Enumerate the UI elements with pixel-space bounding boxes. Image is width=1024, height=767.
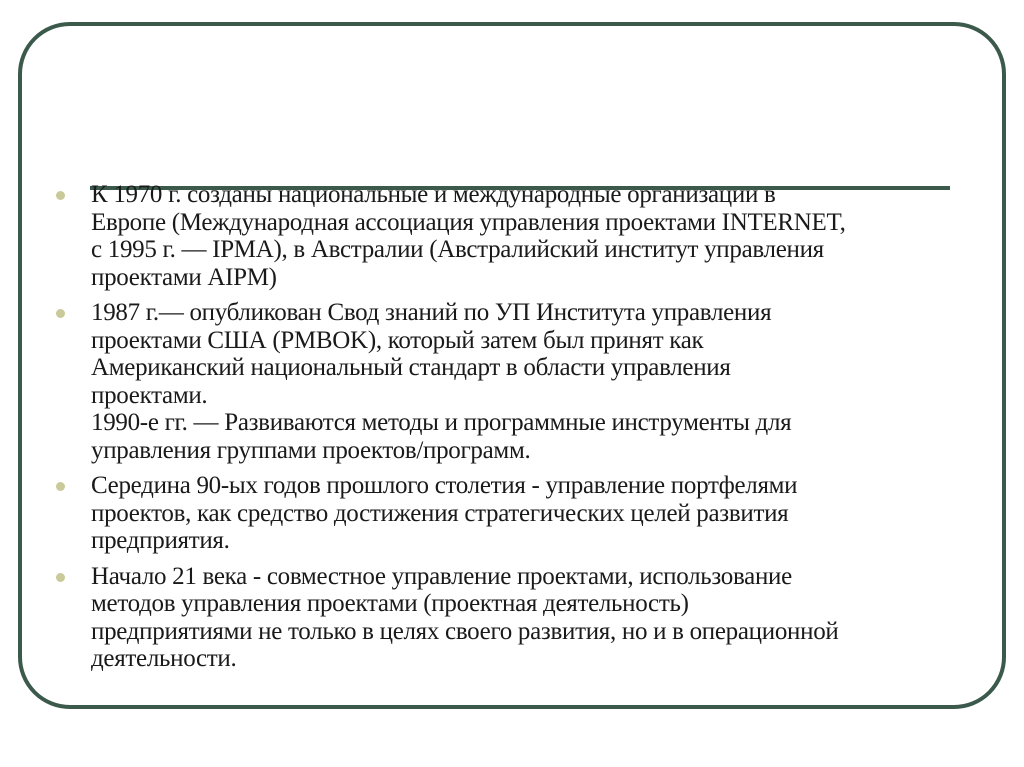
list-item	[56, 563, 976, 673]
bullet-text: 1987 г.— опубликован Свод знаний по УП Института управления проектами США (PMBOK), который затем был принят как Американский национальный стандарт в области управления проектами. 1990-е гг. — Развиваются методы и программные инструменты для управления группами проектов/программ.	[91, 299, 792, 464]
bullet-dot-icon	[56, 482, 65, 491]
list-item	[56, 299, 976, 464]
bullet-dot-icon	[56, 573, 65, 582]
bullet-text: Середина 90-ых годов прошлого столетия - управление портфелями проектов, как средство достижения стратегических целей развития предприятия.	[91, 472, 798, 554]
bullet-dot-icon	[56, 191, 65, 200]
bullet-text: Начало 21 века - совместное управление проектами, использование методов управления проектами (проектная деятельность) предприятиями не только в целях своего развития, но и в операционной деятельности.	[91, 562, 839, 672]
list-item	[56, 472, 976, 555]
bullet-text: К 1970 г. созданы национальные и международные организации в Европе (Международная ассоциация управления проектами INTERNET, с 1995 г. — IPMA), в Австралии (Австралийский институт управления проектами AIPM)	[91, 181, 846, 291]
list-item	[56, 181, 976, 291]
bullet-dot-icon	[56, 309, 65, 318]
bullet-list	[56, 181, 976, 681]
